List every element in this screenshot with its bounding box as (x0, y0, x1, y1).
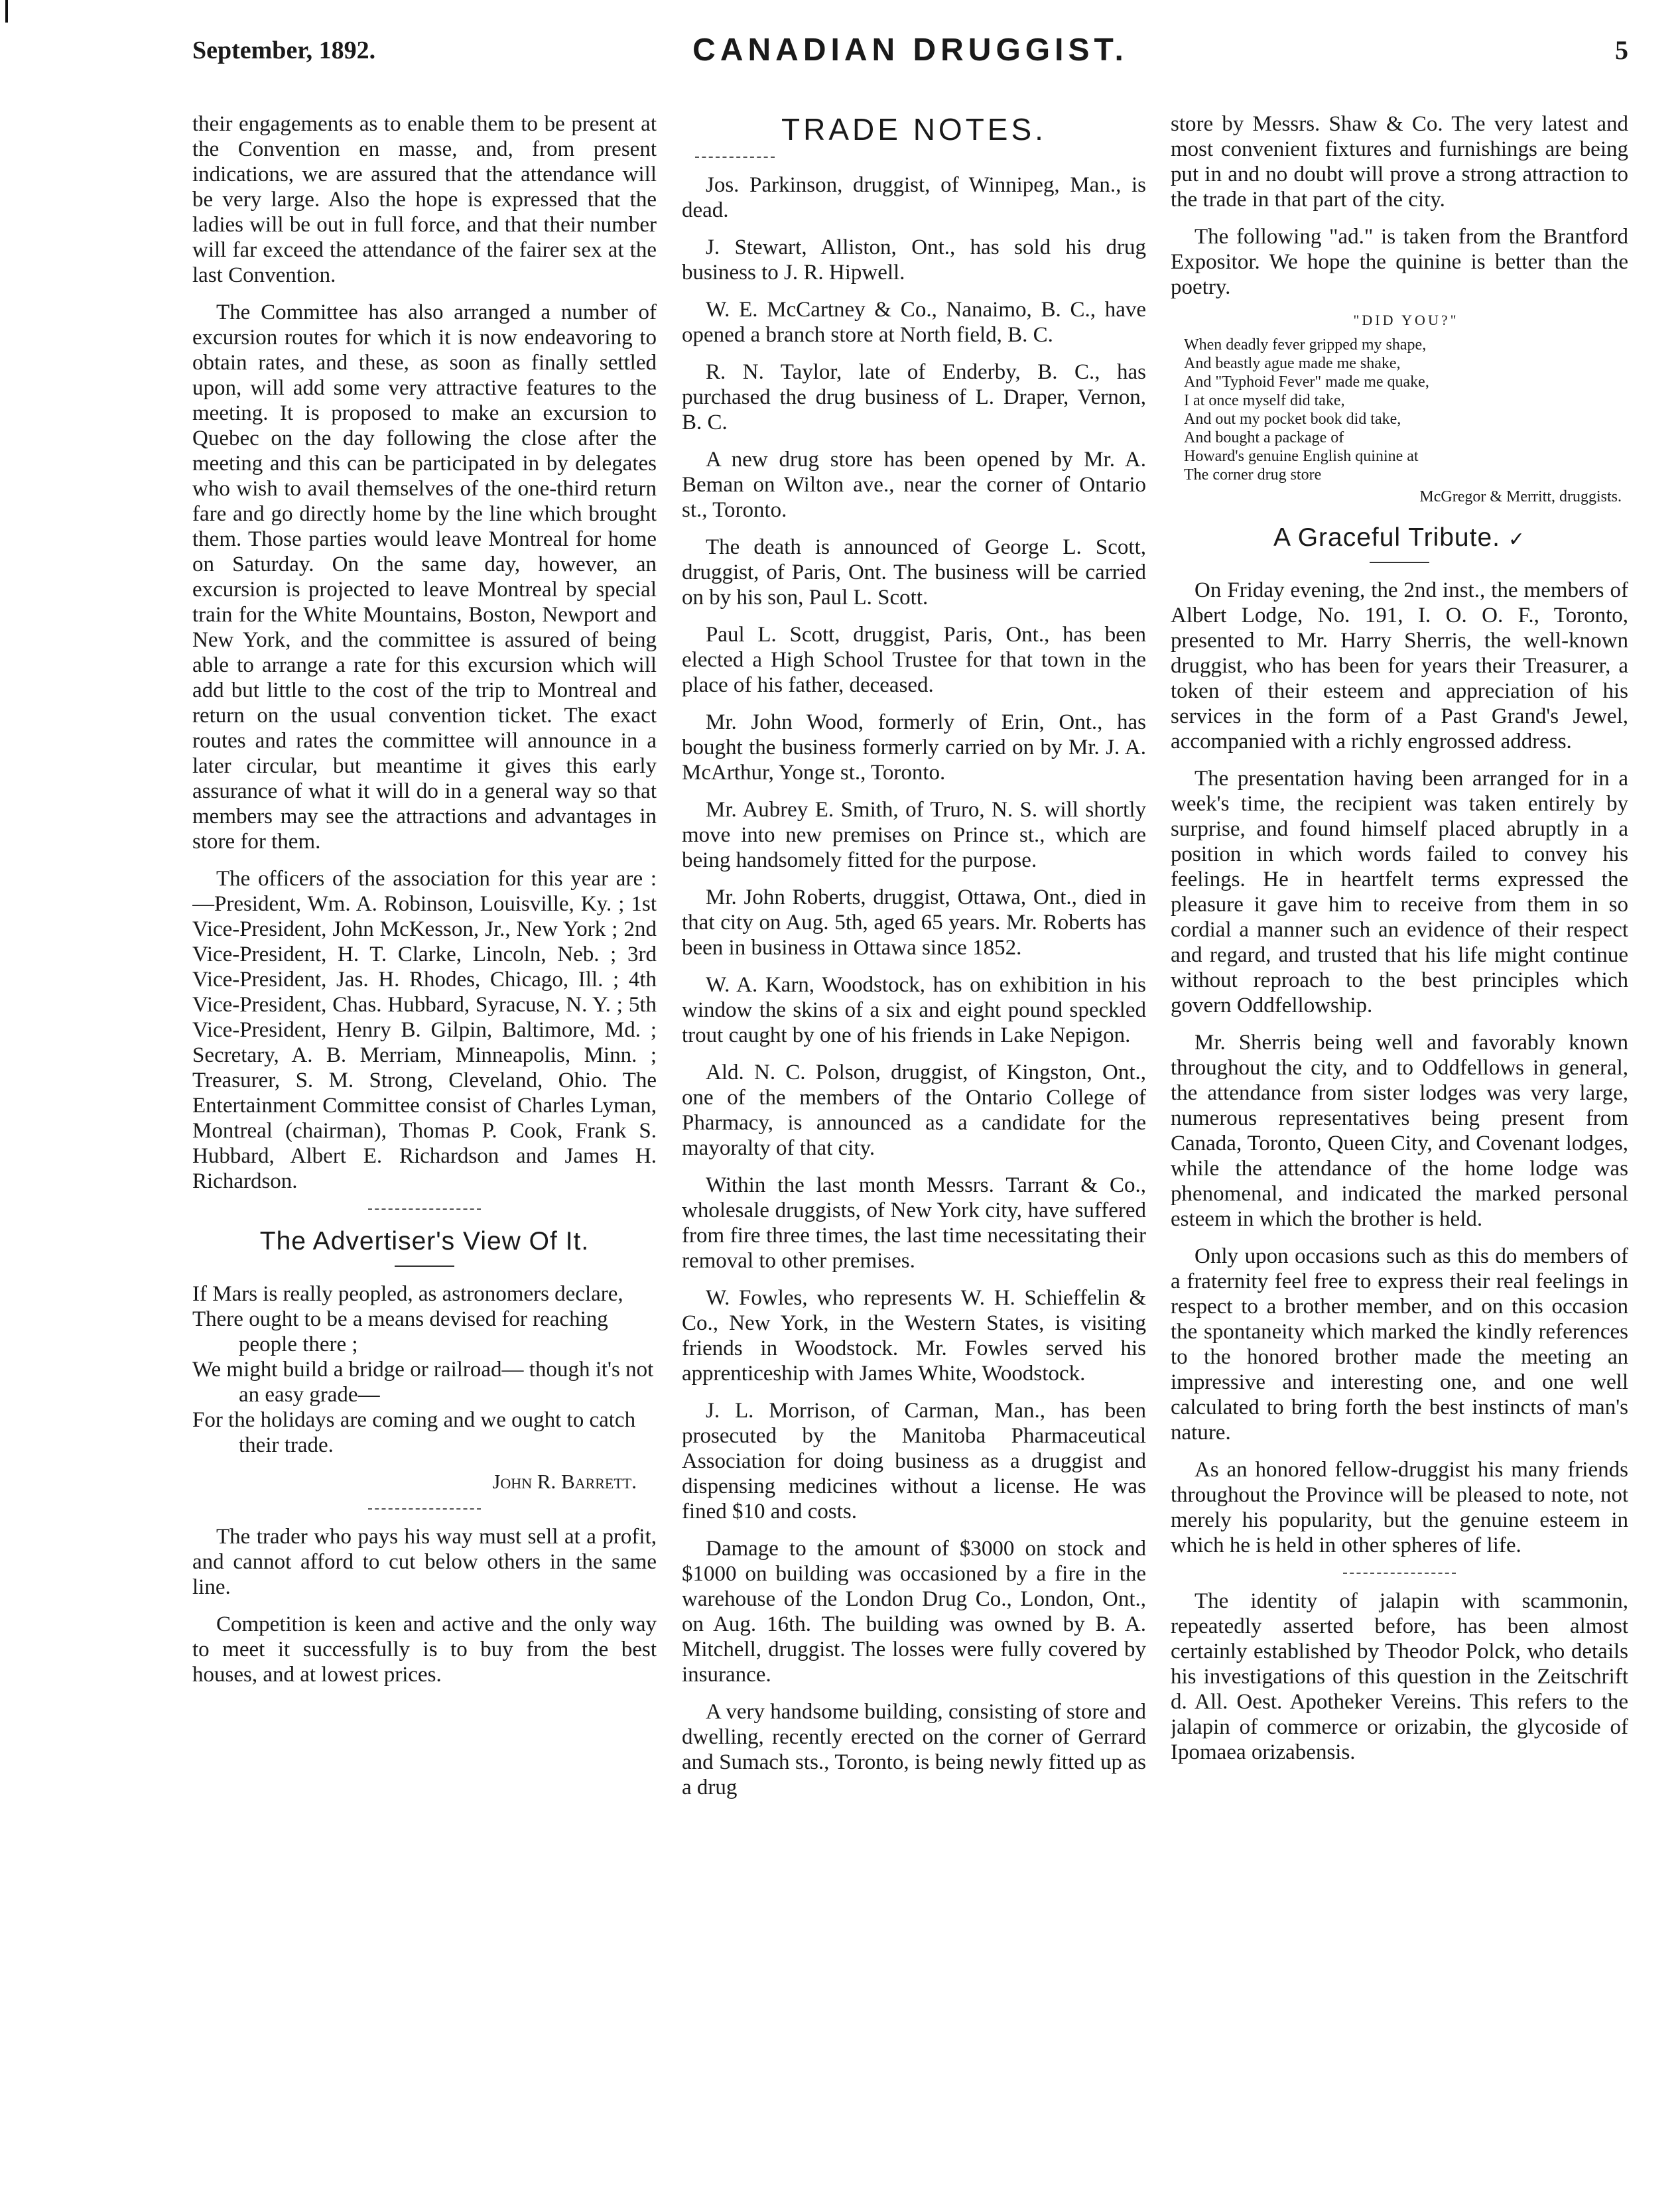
verse-signature: McGregor & Merritt, druggists. (1419, 488, 1622, 505)
check-mark-icon: ✓ (1508, 528, 1525, 551)
column-middle (682, 111, 1146, 2191)
advertiser-poem (192, 1281, 657, 1458)
section-divider (368, 1208, 481, 1210)
trade-note: R. N. Taylor, late of Enderby, B. C., has purchased the drug business of L. Draper, Vernon, B. C. (682, 360, 1146, 434)
paragraph: As an honored fellow-druggist his many friends throughout the Province will be pleased to note, not merely his popularity, but the genuine esteem in which he is held in other spheres of life. (1171, 1458, 1628, 1557)
verse-line: And "Typhoid Fever" made me quake, (1184, 373, 1429, 391)
tribute-heading-text: A Graceful Tribute. (1273, 523, 1500, 552)
heading-rule (1370, 562, 1429, 563)
trade-note: A very handsome building, consisting of store and dwelling, recently erected on the corner of Gerrard and Sumach sts., Toronto, is being newly fitted up as a drug (682, 1700, 1146, 1799)
trade-note: W. Fowles, who represents W. H. Schieffelin & Co., New York, in the Western States, is visiting friends in Woodstock. Mr. Fowles served his apprenticeship with James White, Woodstock. (682, 1286, 1146, 1386)
verse-heading: "DID YOU?" (1353, 312, 1459, 328)
page-header (192, 32, 1628, 78)
poem-line: If Mars is really peopled, as astronomers declare, (192, 1282, 623, 1306)
trade-note: J. L. Morrison, of Carman, Man., has been prosecuted by the Manitoba Pharmaceutical Association for doing business as a druggist and dispensing medicines without a license. He was fined $10 and costs. (682, 1399, 1146, 1523)
trade-note: J. Stewart, Alliston, Ont., has sold his drug business to J. R. Hipwell. (682, 235, 1146, 285)
trade-note: A new drug store has been opened by Mr. A. Beman on Wilton ave., near the corner of Ontario st., Toronto. (682, 448, 1146, 522)
verse-line: And beastly ague made me shake, (1184, 355, 1401, 372)
page-number: 5 (1615, 35, 1628, 65)
paragraph: The Committee has also arranged a number of excursion routes for which it is now endeavoring to obtain rates, and these, as soon as finally settled upon, will add some very attractive features to the meeting. It is proposed to make an excursion to Quebec on the day following the close after the meeting and this can be participated in by delegates who wish to avail themselves of the one-third return fare and go directly home by the line which brought them. Those parties would leave Montreal for home on Saturday. On the same day, however, an excursion is projected to leave Montreal by special train for the White Mountains, Boston, Newport and New York, and the committee is assured of being able to arrange a rate for this excursion which will add but little to the cost of the trip to Montreal and return on the usual convention ticket. The exact routes and rates the committee will announce in a later circular, but meantime it gives this early assurance of what it will do in a general way so that members may see the attractions and advantages in store for them. (192, 300, 657, 854)
verse-line: The corner drug store (1184, 466, 1322, 484)
paragraph: their engagements as to enable them to be present at the Convention en masse, and, from present indications, we are assured that the attendance will be very large. Also the hope is expressed that the ladies will be out in full force, and that their number will far exceed the attendance of the fairer sex at the last Convention. (192, 112, 657, 287)
paragraph: The identity of jalapin with scammonin, repeatedly asserted before, has been almost certainly established by Theodor Polck, who details his investigations of this question in the Zeitschrift d. All. Oest. Apotheker Vereins. This refers to the jalapin of commerce or orizabin, the glycoside of Ipomaea orizabensis. (1171, 1589, 1628, 1764)
trade-note: Mr. John Roberts, druggist, Ottawa, Ont., died in that city on Aug. 5th, aged 65 years. Mr. Roberts has been in business in Ottawa since 1852. (682, 885, 1146, 960)
trade-note: Mr. John Wood, formerly of Erin, Ont., has bought the business formerly carried on by Mr. J. A. McArthur, Yonge st., Toronto. (682, 710, 1146, 785)
advertiser-heading: The Advertiser's View Of It. (259, 1227, 590, 1256)
paragraph: Competition is keen and active and the only way to meet it successfully is to buy from the best houses, and at lowest prices. (192, 1612, 657, 1687)
issue-date: September, 1892. (192, 36, 376, 64)
trade-note: Damage to the amount of $3000 on stock and $1000 on building was occasioned by a fire in the warehouse of the London Drug Co., London, Ont., on Aug. 16th. The building was owned by B. A. Mitchell, druggist. The losses were fully covered by insurance. (682, 1537, 1146, 1687)
paragraph: On Friday evening, the 2nd inst., the members of Albert Lodge, No. 191, I. O. O. F., Toronto, presented to Mr. Harry Sherris, the well-known druggist, who has been for years their Treasurer, a token of their esteem and appreciation of his services in the form of a Past Grand's Jewel, accompanied with a richly engrossed address. (1171, 578, 1628, 753)
poem-signature: John R. Barrett. (492, 1470, 637, 1493)
verse-line: And bought a package of (1184, 429, 1344, 446)
poem-line: We might build a bridge or railroad— though it's not an easy grade— (192, 1358, 654, 1407)
paragraph: The trader who pays his way must sell at a profit, and cannot afford to cut below others in the same line. (192, 1525, 657, 1599)
column-left (192, 111, 657, 2191)
publication-title: CANADIAN DRUGGIST. (692, 32, 1128, 68)
trade-note: W. A. Karn, Woodstock, has on exhibition in his window the skins of a six and eight pound speckled trout caught by one of his friends in Lake Nepigon. (682, 973, 1146, 1047)
paragraph: Mr. Sherris being well and favorably known throughout the city, and to Oddfellows in general, the attendance from sister lodges was very large, numerous representatives being present from Canada, Toronto, Queen City, and Covenant lodges, while the attendance of the home lodge was phenomenal, and indicated the marked personal esteem in which the brother is held. (1171, 1031, 1628, 1231)
tribute-heading (1171, 523, 1628, 552)
paragraph: Only upon occasions such as this do members of a fraternity feel free to express their real feelings in respect to a brother member, and on this occasion the spontaneity which marked the kindly references to the honored brother made the meeting an impressive and interesting one, and one well calculated to bring forth the best instincts of man's nature. (1171, 1244, 1628, 1445)
margin-tick-mark (5, 0, 8, 23)
trade-note: The death is announced of George L. Scott, druggist, of Paris, Ont. The business will be carried on by his son, Paul L. Scott. (682, 535, 1146, 610)
verse-line: Howard's genuine English quinine at (1184, 448, 1419, 465)
trade-note: Paul L. Scott, druggist, Paris, Ont., has been elected a High School Trustee for that town in the place of his father, deceased. (682, 623, 1146, 697)
quinine-ad-verse (1184, 312, 1628, 506)
trade-note: Ald. N. C. Polson, druggist, of Kingston, Ont., one of the members of the Ontario College of Pharmacy, is announced as a candidate for the mayoralty of that city. (682, 1061, 1146, 1160)
trade-note: Jos. Parkinson, druggist, of Winnipeg, Man., is dead. (682, 173, 1146, 222)
section-divider (1343, 1573, 1456, 1574)
paragraph: store by Messrs. Shaw & Co. The very latest and most convenient fixtures and furnishings are being put in and no doubt will prove a strong attraction to the trade in that part of the city. (1171, 112, 1628, 212)
paragraph: The officers of the association for this year are :—President, Wm. A. Robinson, Louisville, Ky. ; 1st Vice-President, John McKesson, Jr., New York ; 2nd Vice-President, H. T. Clarke, Lincoln, Neb. ; 3rd Vice-President, Jas. H. Rhodes, Chicago, Ill. ; 4th Vice-President, Chas. Hubbard, Syracuse, N. Y. ; 5th Vice-President, Henry B. Gilpin, Baltimore, Md. ; Secretary, A. B. Merriam, Minneapolis, Minn. ; Treasurer, S. M. Strong, Cleveland, Ohio. The Entertainment Committee consist of Charles Lyman, Montreal (chairman), Thomas P. Cook, Frank S. Hubbard, Albert E. Richardson and James H. Richardson. (192, 867, 657, 1193)
verse-line: And out my pocket book did take, (1184, 411, 1401, 428)
paragraph: The following "ad." is taken from the Brantford Expositor. We hope the quinine is better than the poetry. (1171, 225, 1628, 299)
verse-line: I at once myself did take, (1184, 392, 1345, 409)
paragraph: The presentation having been arranged for in a week's time, the recipient was taken entirely by surprise, and found himself placed abruptly in a position in which words failed to convey his feelings. He in heartfelt terms expressed the pleasure it gave him to receive from them in so cordial a manner such an evidence of their respect and regard, and trusted that his life might continue without reproach to the best principles which govern Oddfellowship. (1171, 767, 1628, 1017)
trade-note: Within the last month Messrs. Tarrant & Co., wholesale druggists, of New York city, have suffered from fire three times, the last time necessitating their removal to other premises. (682, 1173, 1146, 1273)
section-divider (368, 1508, 481, 1510)
column-right (1171, 111, 1628, 2191)
heading-rule (395, 1265, 454, 1267)
heading-rule (695, 157, 775, 158)
poem-line: For the holidays are coming and we ought to catch their trade. (192, 1408, 636, 1457)
trade-notes-heading: TRADE NOTES. (781, 112, 1047, 147)
poem-line: There ought to be a means devised for reaching people there ; (192, 1307, 608, 1356)
trade-note: Mr. Aubrey E. Smith, of Truro, N. S. will shortly move into new premises on Prince st., which are being handsomely fitted for the purpose. (682, 798, 1146, 872)
verse-line: When deadly fever gripped my shape, (1184, 336, 1427, 354)
trade-note: W. E. McCartney & Co., Nanaimo, B. C., have opened a branch store at North field, B. C. (682, 298, 1146, 347)
